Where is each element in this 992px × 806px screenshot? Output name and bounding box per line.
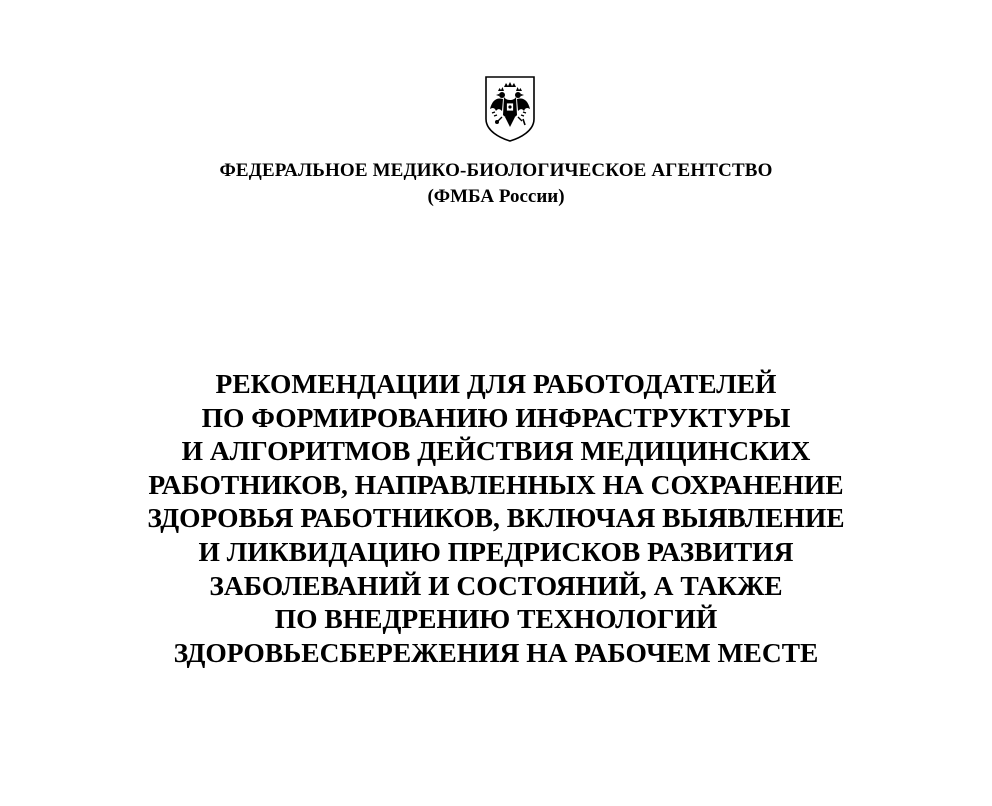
title-line: И АЛГОРИТМОВ ДЕЙСТВИЯ МЕДИЦИНСКИХ [181,435,811,467]
title-line: РЕКОМЕНДАЦИИ ДЛЯ РАБОТОДАТЕЛЕЙ [215,368,777,399]
title-line: И ЛИКВИДАЦИЮ ПРЕДРИСКОВ РАЗВИТИЯ [198,535,794,567]
title-line: ЗАБОЛЕВАНИЙ И СОСТОЯНИЙ, А ТАКЖЕ [209,569,783,601]
agency-name: ФЕДЕРАЛЬНОЕ МЕДИКО-БИОЛОГИЧЕСКОЕ АГЕНТСТВО [219,160,773,181]
title-line: ПО ФОРМИРОВАНИЮ ИНФРАСТРУКТУРЫ [201,401,791,433]
title-line: ЗДОРОВЬЕСБЕРЕЖЕНИЯ НА РАБОЧЕМ МЕСТЕ [173,636,819,668]
title-line: ПО ВНЕДРЕНИЮ ТЕХНОЛОГИЙ [274,603,718,635]
title-line: ЗДОРОВЬЯ РАБОТНИКОВ, ВКЛЮЧАЯ ВЫЯВЛЕНИЕ [147,502,845,534]
document-title [0,367,992,669]
title-line: РАБОТНИКОВ, НАПРАВЛЕННЫХ НА СОХРАНЕНИЕ [148,468,844,500]
agency-abbreviation: (ФМБА России) [427,186,565,207]
coat-of-arms-icon [480,75,540,143]
